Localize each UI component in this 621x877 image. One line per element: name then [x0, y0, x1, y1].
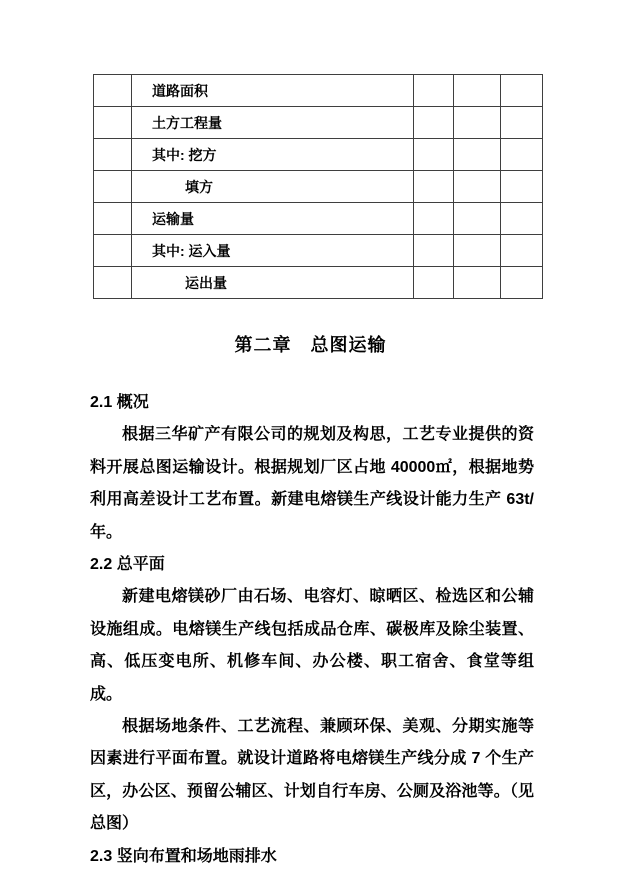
table-cell-empty — [414, 267, 454, 299]
row-label: 其中: 挖方 — [132, 139, 414, 171]
row-label: 运输量 — [132, 203, 414, 235]
table-row — [94, 171, 543, 203]
table-cell-empty — [501, 139, 543, 171]
paragraph: 新建电熔镁砂厂由石场、电容灯、晾晒区、检选区和公辅设施组成。电熔镁生产线包括成品仓库、碳极库及除尘装置、高、低压变电所、机修车间、办公楼、职工宿舍、食堂等组成。 — [90, 588, 534, 703]
document-body — [90, 387, 534, 873]
table-cell-empty — [414, 235, 454, 267]
table-row — [94, 107, 543, 139]
table-cell-empty — [414, 75, 454, 107]
table-cell-empty — [501, 75, 543, 107]
row-label: 道路面积 — [132, 75, 414, 107]
row-label: 运出量 — [132, 267, 414, 299]
table-cell-empty — [414, 107, 454, 139]
table-cell-empty — [94, 139, 132, 171]
section-heading-2-3: 2.3 竖向布置和场地雨排水 — [90, 847, 277, 865]
table-row — [94, 75, 543, 107]
table-cell-empty — [94, 203, 132, 235]
table-cell-empty — [454, 107, 501, 139]
table-row — [94, 267, 543, 299]
row-label: 其中: 运入量 — [132, 235, 414, 267]
table-cell-empty — [94, 267, 132, 299]
table-cell-empty — [454, 75, 501, 107]
table-cell-empty — [94, 235, 132, 267]
chapter-title: 第二章 总图运输 — [234, 335, 387, 355]
table-row — [94, 139, 543, 171]
section-heading-2-1: 2.1 概况 — [90, 394, 149, 411]
table-cell-empty — [501, 203, 543, 235]
table-cell-empty — [414, 171, 454, 203]
table-cell-empty — [501, 171, 543, 203]
row-label: 填方 — [132, 171, 414, 203]
section-heading-2-2: 2.2 总平面 — [90, 556, 165, 574]
paragraph: 根据三华矿产有限公司的规划及构思，工艺专业提供的资料开展总图运输设计。根据规划厂区占地 40000㎡，根据地势利用高差设计工艺布置。新建电熔镁生产线设计能力生产 63t/年。 — [90, 426, 534, 541]
table-cell-empty — [501, 235, 543, 267]
table-cell-empty — [454, 171, 501, 203]
table-cell-empty — [414, 139, 454, 171]
table-cell-empty — [454, 235, 501, 267]
table-cell-empty — [414, 203, 454, 235]
table-cell-empty — [94, 107, 132, 139]
paragraph: 根据场地条件、工艺流程、兼顾环保、美观、分期实施等因素进行平面布置。就设计道路将电熔镁生产线分成 7 个生产区，办公区、预留公辅区、计划自行车房、公厕及浴池等。（见总图） — [90, 718, 534, 833]
table-cell-empty — [501, 267, 543, 299]
table-cell-empty — [94, 75, 132, 107]
table-cell-empty — [454, 203, 501, 235]
table-row — [94, 235, 543, 267]
table-cell-empty — [501, 107, 543, 139]
table-cell-empty — [94, 171, 132, 203]
table-row — [94, 203, 543, 235]
row-label: 土方工程量 — [132, 107, 414, 139]
summary-table — [93, 74, 543, 299]
table-cell-empty — [454, 267, 501, 299]
table-cell-empty — [454, 139, 501, 171]
